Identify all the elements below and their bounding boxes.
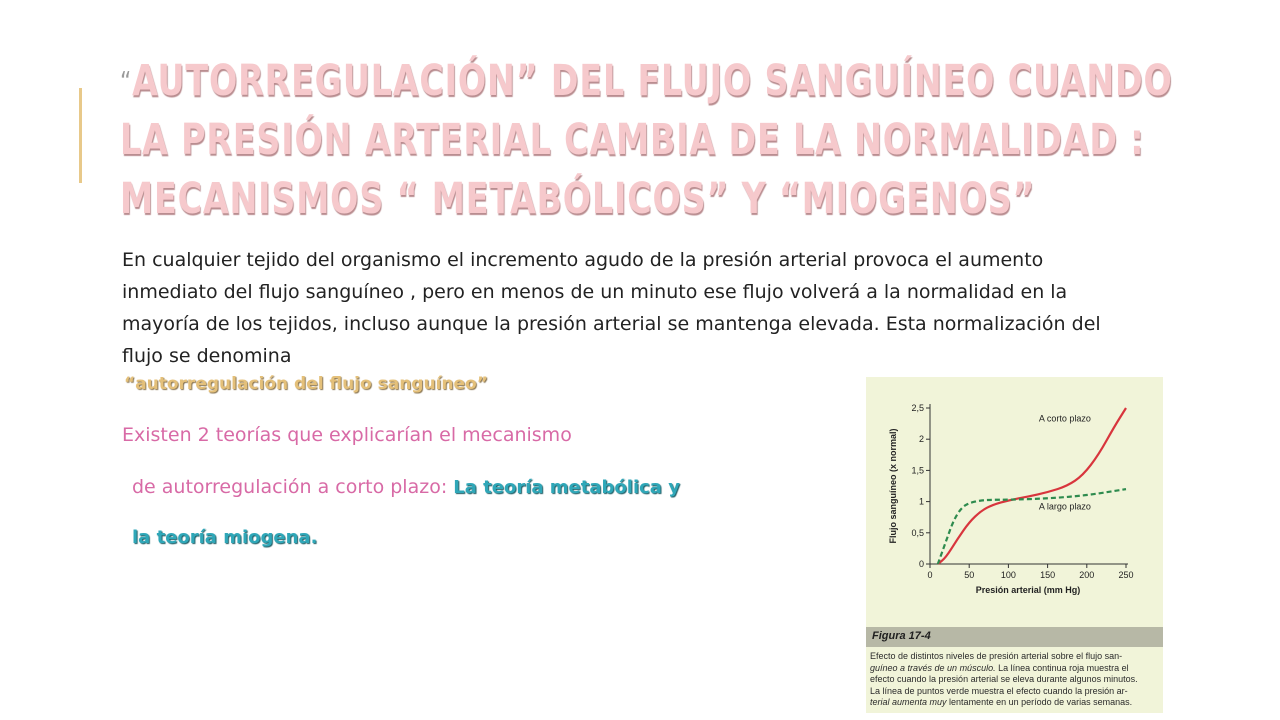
y-tick-label: 0,5 [911, 527, 924, 538]
caption-line: La línea de puntos verde muestra el efecto cuando la presión ar- [870, 685, 1128, 696]
title-open-quote: “ [120, 65, 133, 98]
series-label-short-term: A corto plazo [1038, 413, 1091, 424]
series-line-short-term [938, 408, 1126, 564]
intro-paragraph: En cualquier tejido del organismo el incremento agudo de la presión arterial provoca el aumento inmediato del flujo sanguíneo , pero en menos de un minuto ese flujo volverá a la normalidad en la mayoría de los tejidos, incluso aunque la presión arterial se mantenga elevada. Esta normalización del flujo se denomina [122, 249, 1101, 367]
y-tick-label: 1 [918, 496, 924, 507]
figure-caption [870, 651, 1162, 709]
caption-line: Efecto de distintos niveles de presión arterial sobre el flujo san- [870, 651, 1123, 661]
autoregulation-term: “autorregulación del flujo sanguíneo” [124, 374, 488, 394]
y-axis-label: Flujo sanguíneo (x normal) [888, 428, 898, 544]
caption-line: efecto cuando la presión arterial se eleva durante algunos minutos. [870, 674, 1138, 684]
y-tick-label: 0 [918, 559, 924, 569]
x-tick-label: 50 [964, 570, 975, 580]
accent-bar [79, 88, 82, 183]
y-tick-label: 1,5 [911, 465, 924, 476]
figure-17-4 [866, 377, 1163, 713]
theories-line-2 [132, 476, 680, 498]
theory-myogenic: la teoría miogena. [132, 527, 318, 548]
flow-pressure-chart [866, 377, 1163, 627]
title-line-2: LA PRESIÓN ARTERIAL CAMBIA DE LA NORMALIDAD : [120, 115, 1145, 165]
theories-prefix: de autorregulación a corto plazo: [132, 476, 448, 498]
figure-label: Figura 17-4 [872, 630, 931, 642]
caption-line: terial aumenta muy lentamente en un período de varias semanas. [870, 697, 1133, 707]
x-tick-label: 100 [1000, 570, 1016, 580]
x-tick-label: 200 [1079, 570, 1095, 580]
series-label-long-term: A largo plazo [1038, 501, 1091, 512]
slide-title [120, 52, 1173, 229]
title-line-1: AUTORREGULACIÓN” DEL FLUJO SANGUÍNEO CUANDO [132, 56, 1173, 106]
theories-line-1: Existen 2 teorías que explicarían el mecanismo [122, 424, 572, 446]
x-tick-label: 0 [927, 570, 933, 580]
y-tick-label: 2,5 [911, 403, 924, 413]
y-tick-label: 2 [918, 434, 924, 445]
title-line-3: MECANISMOS “ METABÓLICOS” Y “MIOGENOS” [120, 174, 1036, 224]
x-axis-label: Presión arterial (mm Hg) [975, 585, 1081, 595]
caption-line: guíneo a través de un músculo. La línea continua roja muestra el [870, 662, 1129, 673]
x-tick-label: 150 [1040, 570, 1056, 580]
figure-label-bar [866, 627, 1163, 647]
x-tick-label: 250 [1118, 570, 1134, 580]
theory-metabolic: La teoría metabólica y [453, 477, 680, 498]
